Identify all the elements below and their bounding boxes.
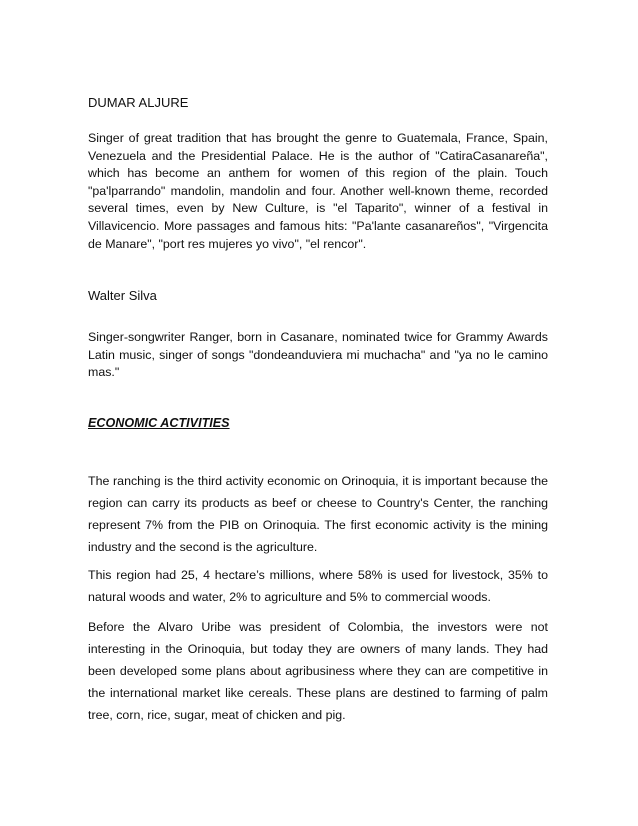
paragraph-dumar-aljure: Singer of great tradition that has brought the genre to Guatemala, France, Spain, Venezuela and the Presidential Palace. He is the author of "CatiraCasanareña", which has become an anthem for women of this region of the plain. Touch "pa'lparrando" mandolin, mandolin and four. Another well-known theme, recorded several times, even by New Culture, is "el Taparito", winner of a festival in Villavicencio. More passages and famous hits: "Pa'lante casanareños", "Virgencita de Manare", "port res mujeres yo vivo", "el rencor". bbox=[88, 131, 548, 251]
artist-heading-walter-silva: Walter Silva bbox=[88, 288, 157, 303]
artist-heading-dumar-aljure: DUMAR ALJURE bbox=[88, 95, 189, 110]
paragraph-hectares: This region had 25, 4 hectare’s millions, where 58% is used for livestock, 35% to natural woods and water, 2% to agriculture and 5% to commercial woods. bbox=[88, 568, 548, 604]
paragraph-investors: Before the Alvaro Uribe was president of Colombia, the investors were not interesting in the Orinoquia, but today they are owners of many lands. They had been developed some plans about agribusiness where they can are competitive in the international market like cereals. These plans are destined to farming of palm tree, corn, rice, sugar, meat of chicken and pig. bbox=[88, 620, 548, 722]
section-title-economic-activities: ECONOMIC ACTIVITIES bbox=[88, 416, 230, 430]
paragraph-ranching: The ranching is the third activity economic on Orinoquia, it is important because the region can carry its products as beef or cheese to Country's Center, the ranching represent 7% from the PIB on Orinoquia. The first economic activity is the mining industry and the second is the agriculture. bbox=[88, 474, 548, 554]
paragraph-walter-silva: Singer-songwriter Ranger, born in Casanare, nominated twice for Grammy Awards Latin music, singer of songs "dondeanduviera mi muchacha" and "ya no le camino mas." bbox=[88, 330, 548, 380]
